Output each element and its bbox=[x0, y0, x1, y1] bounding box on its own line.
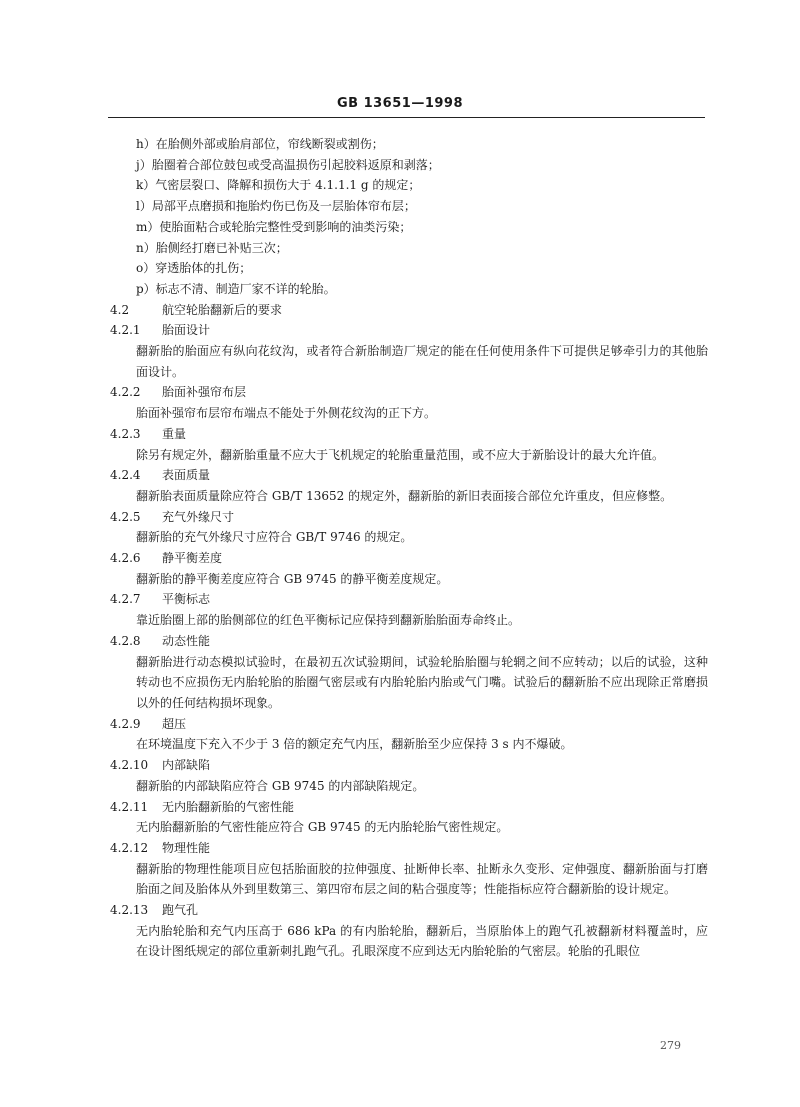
clause-number: 4.2.3 bbox=[110, 426, 141, 441]
document-header: GB 13651—1998 bbox=[336, 96, 463, 111]
list-item: n）胎侧经打磨已补贴三次； bbox=[136, 240, 288, 255]
clause-heading bbox=[108, 838, 708, 859]
clause-number: 4.2.4 bbox=[110, 468, 141, 483]
clause-heading bbox=[108, 382, 708, 403]
clause-heading bbox=[108, 465, 708, 486]
clause-number: 4.2.9 bbox=[110, 716, 141, 731]
clause-title: 胎面设计 bbox=[162, 323, 211, 338]
clause-number: 4.2.2 bbox=[110, 385, 141, 400]
clause-title: 动态性能 bbox=[162, 633, 211, 648]
list-item: p）标志不清、制造厂家不详的轮胎。 bbox=[136, 281, 336, 296]
clause-heading bbox=[108, 631, 708, 652]
section-title: 航空轮胎翻新后的要求 bbox=[162, 302, 283, 317]
clause-text: 胎面补强帘布层帘布端点不能处于外侧花纹沟的正下方。 bbox=[136, 406, 437, 421]
clause-text: 翻新胎表面质量除应符合 GB/T 13652 的规定外，翻新胎的新旧表面接合部位允许重皮，但应修整。 bbox=[136, 488, 673, 503]
clause-heading bbox=[108, 714, 708, 735]
clause-title: 表面质量 bbox=[162, 468, 211, 483]
header-rule bbox=[108, 117, 705, 118]
page-number: 279 bbox=[660, 1039, 681, 1052]
clause-text: 无内胎轮胎和充气内压高于 686 kPa 的有内胎轮胎，翻新后，当原胎体上的跑气孔被翻新材料覆盖时，应在设计图纸规定的部位重新刺扎跑气孔。孔眼深度不应到达无内胎轮胎的气密层。轮胎的孔眼位 bbox=[136, 923, 708, 959]
clause-heading bbox=[108, 424, 708, 445]
clause-number: 4.2.11 bbox=[110, 799, 149, 814]
clause-heading bbox=[108, 755, 708, 776]
clause-text: 翻新胎的物理性能项目应包括胎面胶的拉伸强度、扯断伸长率、扯断永久变形、定伸强度、翻新胎面与打磨胎面之间及胎体从外到里数第三、第四帘布层之间的粘合强度等；性能指标应符合翻新胎的设计规定。 bbox=[136, 861, 708, 897]
clause-heading bbox=[108, 900, 708, 921]
section-heading bbox=[108, 300, 708, 321]
list-item: l）局部平点磨损和拖胎灼伤已伤及一层胎体帘布层； bbox=[136, 199, 416, 214]
clause-heading bbox=[108, 320, 708, 341]
clause-text: 翻新胎的内部缺陷应符合 GB 9745 的内部缺陷规定。 bbox=[136, 778, 425, 793]
clause-number: 4.2.6 bbox=[110, 551, 141, 566]
clause-heading bbox=[108, 589, 708, 610]
list-item: j）胎圈着合部位鼓包或受高温损伤引起胶料返原和剥落； bbox=[136, 157, 440, 172]
list-item: k）气密层裂口、降解和损伤大于 4.1.1.1 g 的规定； bbox=[136, 178, 421, 193]
clause-title: 跑气孔 bbox=[162, 903, 199, 918]
clause-text: 除另有规定外，翻新胎重量不应大于飞机规定的轮胎重量范围，或不应大于新胎设计的最大允许值。 bbox=[136, 447, 665, 462]
clause-heading bbox=[108, 507, 708, 528]
clause-number: 4.2.12 bbox=[110, 840, 149, 855]
list-item: h）在胎侧外部或胎肩部位，帘线断裂或割伤； bbox=[136, 137, 384, 151]
document-body bbox=[108, 134, 708, 962]
clause-number: 4.2.1 bbox=[110, 323, 141, 338]
clause-text: 靠近胎圈上部的胎侧部位的红色平衡标记应保持到翻新胎胎面寿命终止。 bbox=[136, 613, 521, 628]
clause-heading bbox=[108, 797, 708, 818]
clause-title: 充气外缘尺寸 bbox=[162, 509, 235, 524]
clause-title: 超压 bbox=[162, 716, 187, 731]
clause-text: 翻新胎的胎面应有纵向花纹沟，或者符合新胎制造厂规定的能在任何使用条件下可提供足够牵引力的其他胎面设计。 bbox=[136, 344, 708, 379]
clause-heading bbox=[108, 548, 708, 569]
clause-title: 内部缺陷 bbox=[162, 758, 211, 773]
section-number: 4.2 bbox=[110, 302, 130, 317]
clause-title: 胎面补强帘布层 bbox=[162, 385, 247, 400]
clause-text: 翻新胎进行动态模拟试验时，在最初五次试验期间，试验轮胎胎圈与轮辋之间不应转动；以后的试验，这种转动也不应损伤无内胎轮胎的胎圈气密层或有内胎轮胎内胎或气门嘴。试验后的翻新胎不应出现除正常磨损以外的任何结构损坏现象。 bbox=[136, 654, 708, 710]
clause-text: 翻新胎的静平衡差度应符合 GB 9745 的静平衡差度规定。 bbox=[136, 571, 449, 586]
clause-text: 翻新胎的充气外缘尺寸应符合 GB/T 9746 的规定。 bbox=[136, 530, 413, 545]
clause-title: 静平衡差度 bbox=[162, 551, 223, 566]
clause-text: 在环境温度下充入不少于 3 倍的额定充气内压，翻新胎至少应保持 3 s 内不爆破。 bbox=[136, 737, 573, 752]
clause-number: 4.2.7 bbox=[110, 592, 141, 607]
clause-text: 无内胎翻新胎的气密性能应符合 GB 9745 的无内胎轮胎气密性规定。 bbox=[136, 820, 509, 835]
list-item: o）穿透胎体的扎伤； bbox=[136, 261, 252, 276]
clause-number: 4.2.5 bbox=[110, 509, 141, 524]
clause-title: 物理性能 bbox=[162, 840, 211, 855]
clause-title: 平衡标志 bbox=[162, 592, 211, 607]
clause-number: 4.2.10 bbox=[110, 758, 149, 773]
clause-number: 4.2.13 bbox=[110, 903, 149, 918]
clause-title: 重量 bbox=[162, 426, 187, 441]
clause-number: 4.2.8 bbox=[110, 633, 141, 648]
list-item: m）使胎面粘合或轮胎完整性受到影响的油类污染； bbox=[136, 219, 412, 234]
clause-title: 无内胎翻新胎的气密性能 bbox=[162, 799, 295, 814]
